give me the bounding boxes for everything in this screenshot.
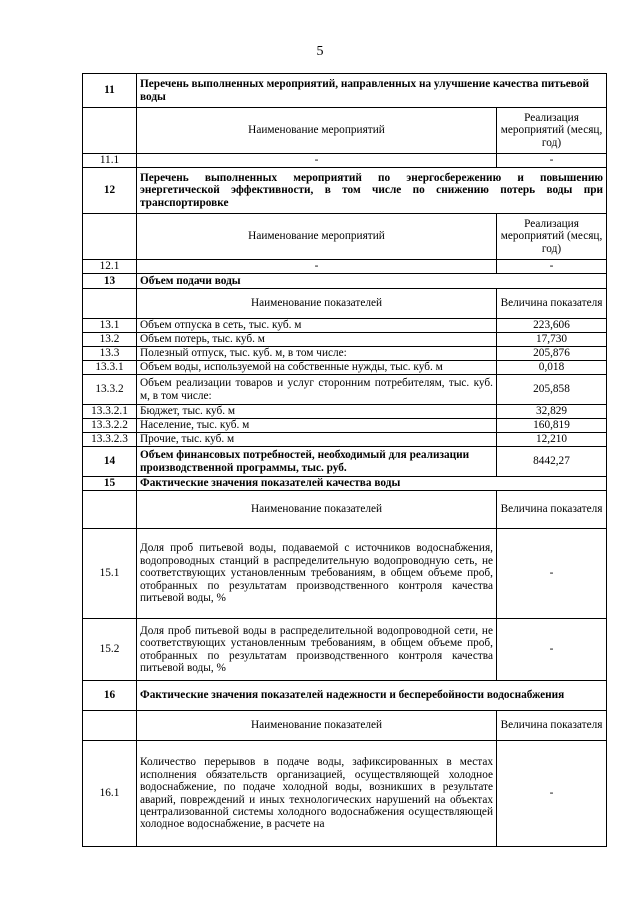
column-header-name: Наименование показателей	[137, 289, 497, 319]
table-row	[83, 419, 607, 433]
empty-cell	[83, 214, 137, 260]
section-header-16	[83, 681, 607, 711]
column-header-row	[83, 711, 607, 741]
row-value: 0,018	[497, 361, 607, 375]
empty-cell	[83, 289, 137, 319]
row-value: 223,606	[497, 319, 607, 333]
row-number: 13.3.2.3	[83, 433, 137, 447]
section-number: 13	[83, 274, 137, 289]
section-header-12	[83, 168, 607, 214]
empty-cell	[83, 108, 137, 154]
table-row	[83, 529, 607, 619]
row-name: Объем воды, используемой на собственные нужды, тыс. куб. м	[137, 361, 497, 375]
section-title: Фактические значения показателей надежности и бесперебойности водоснабжения	[137, 681, 607, 711]
row-value: 205,858	[497, 375, 607, 405]
section-title: Объем финансовых потребностей, необходимый для реализации производственной программы, тыс. руб.	[137, 447, 497, 477]
table-row	[83, 319, 607, 333]
column-header-value: Реализация мероприятий (месяц, год)	[497, 108, 607, 154]
column-header-value: Величина показателя	[497, 289, 607, 319]
row-name: Население, тыс. куб. м	[137, 419, 497, 433]
column-header-row	[83, 289, 607, 319]
empty-cell	[83, 711, 137, 741]
report-table	[82, 73, 607, 847]
column-header-value: Величина показателя	[497, 491, 607, 529]
row-number: 13.3	[83, 347, 137, 361]
section-title: Перечень выполненных мероприятий по энергосбережению и повышению энергетической эффективности, в том числе по снижению потерь воды при транспортировке	[137, 168, 607, 214]
column-header-row	[83, 214, 607, 260]
row-number: 16.1	[83, 741, 137, 847]
column-header-row	[83, 491, 607, 529]
row-value: 205,876	[497, 347, 607, 361]
row-value: -	[497, 154, 607, 168]
row-number: 12.1	[83, 260, 137, 274]
row-value: -	[497, 741, 607, 847]
section-number: 11	[83, 74, 137, 108]
section-number: 15	[83, 477, 137, 491]
section-header-15	[83, 477, 607, 491]
row-number: 15.1	[83, 529, 137, 619]
row-name: -	[137, 260, 497, 274]
column-header-name: Наименование мероприятий	[137, 108, 497, 154]
table-row	[83, 260, 607, 274]
row-number: 13.1	[83, 319, 137, 333]
row-number: 11.1	[83, 154, 137, 168]
table-row	[83, 741, 607, 847]
row-value: 160,819	[497, 419, 607, 433]
row-name: Объем реализации товаров и услуг сторонним потребителям, тыс. куб. м, в том числе:	[137, 375, 497, 405]
section-number: 12	[83, 168, 137, 214]
section-header-11	[83, 74, 607, 108]
section-title: Перечень выполненных мероприятий, направленных на улучшение качества питьевой воды	[137, 74, 607, 108]
row-name: Объем потерь, тыс. куб. м	[137, 333, 497, 347]
table-row	[83, 375, 607, 405]
row-name: Полезный отпуск, тыс. куб. м, в том числе:	[137, 347, 497, 361]
row-number: 13.3.2	[83, 375, 137, 405]
column-header-name: Наименование показателей	[137, 711, 497, 741]
row-name: Объем отпуска в сеть, тыс. куб. м	[137, 319, 497, 333]
table-row	[83, 347, 607, 361]
row-number: 13.2	[83, 333, 137, 347]
column-header-name: Наименование показателей	[137, 491, 497, 529]
table-row	[83, 433, 607, 447]
row-name: -	[137, 154, 497, 168]
row-name: Доля проб питьевой воды, подаваемой с источников водоснабжения, водопроводных станций в распределительную водопроводную сеть, не соответствующих установленным требованиям, в общем объеме проб, отобранных по результатам производственного контроля качества питьевой воды, %	[137, 529, 497, 619]
row-value: 32,829	[497, 405, 607, 419]
row-value: -	[497, 619, 607, 681]
section-header-13	[83, 274, 607, 289]
column-header-name: Наименование мероприятий	[137, 214, 497, 260]
row-value: -	[497, 529, 607, 619]
section-title: Фактические значения показателей качества воды	[137, 477, 607, 491]
table-row	[83, 619, 607, 681]
table-row	[83, 361, 607, 375]
section-title: Объем подачи воды	[137, 274, 607, 289]
table-row	[83, 333, 607, 347]
row-number: 13.3.1	[83, 361, 137, 375]
row-number: 13.3.2.1	[83, 405, 137, 419]
page-number: 5	[316, 44, 324, 59]
table-row	[83, 405, 607, 419]
table-row	[83, 154, 607, 168]
row-name: Прочие, тыс. куб. м	[137, 433, 497, 447]
row-number: 15.2	[83, 619, 137, 681]
row-number: 13.3.2.2	[83, 419, 137, 433]
section-number: 14	[83, 447, 137, 477]
row-value: 12,210	[497, 433, 607, 447]
column-header-value: Реализация мероприятий (месяц, год)	[497, 214, 607, 260]
section-header-14	[83, 447, 607, 477]
row-name: Бюджет, тыс. куб. м	[137, 405, 497, 419]
row-value: -	[497, 260, 607, 274]
column-header-row	[83, 108, 607, 154]
row-value: 17,730	[497, 333, 607, 347]
empty-cell	[83, 491, 137, 529]
column-header-value: Величина показателя	[497, 711, 607, 741]
row-name: Количество перерывов в подаче воды, зафиксированных в местах исполнения обязательств организацией, осуществляющей холодное водоснабжение, по подаче холодной воды, возникших в результате аварий, повреждений и иных технологических нарушений на объектах централизованной системы холодного водоснабжения осуществляющей холодное водоснабжение, в расчете на	[137, 741, 497, 847]
section-number: 16	[83, 681, 137, 711]
row-value: 8442,27	[497, 447, 607, 477]
row-name: Доля проб питьевой воды в распределительной водопроводной сети, не соответствующих установленным требованиям, в общем объеме проб, отобранных по результатам производственного контроля качества питьевой воды, %	[137, 619, 497, 681]
